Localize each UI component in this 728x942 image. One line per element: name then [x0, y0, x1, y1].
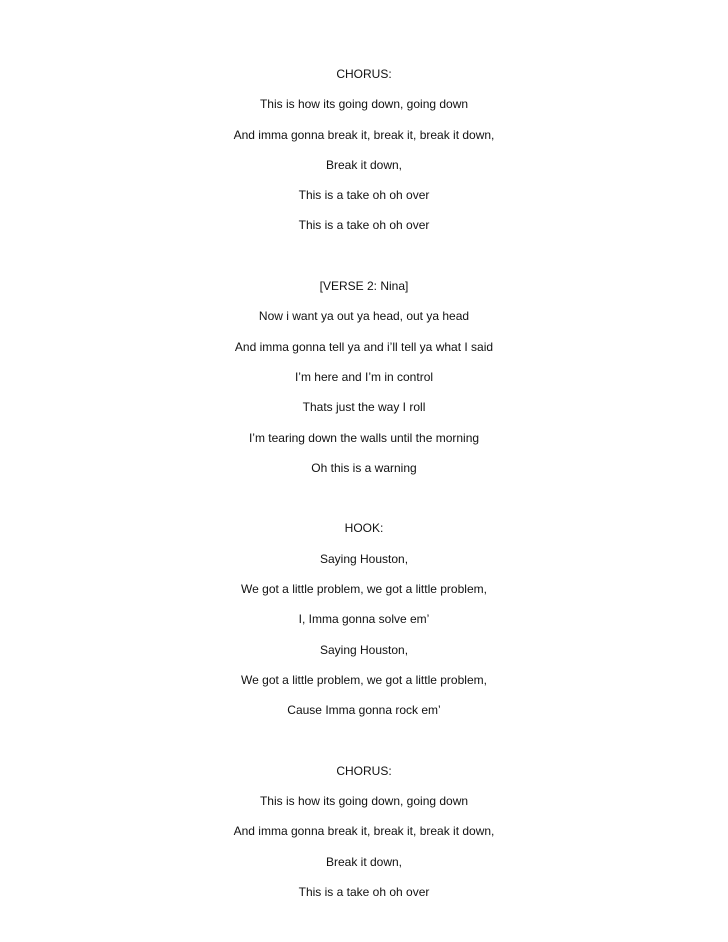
section-spacer — [232, 490, 496, 520]
chorus-section — [232, 66, 496, 233]
lyric-line: And imma gonna break it, break it, break it down, — [233, 127, 495, 142]
lyric-line: This is how its going down, going down — [259, 97, 469, 112]
lyric-line: Cause Imma gonna rock em’ — [287, 703, 441, 718]
section-spacer — [232, 733, 496, 763]
chorus-heading: CHORUS: — [336, 67, 392, 81]
lyric-line: I’m tearing down the walls until the morning — [248, 430, 480, 445]
verse-heading: [VERSE 2: Nina] — [319, 279, 409, 294]
lyric-line: Break it down, — [325, 854, 403, 869]
lyric-line: We got a little problem, we got a little problem, — [241, 672, 487, 687]
lyric-line: Oh this is a warning — [311, 460, 417, 475]
lyric-line: I’m here and I’m in control — [294, 369, 434, 384]
lyric-line: Thats just the way I roll — [302, 400, 426, 415]
lyric-line: Saying Houston, — [319, 642, 409, 657]
lyric-line: Break it down, — [325, 157, 403, 172]
chorus-section-repeat — [232, 763, 496, 900]
lyric-line: This is a take oh oh over — [298, 218, 430, 233]
lyric-line: And imma gonna break it, break it, break it down, — [233, 824, 495, 839]
lyrics-body — [232, 66, 496, 914]
chorus-heading: CHORUS: — [336, 763, 392, 778]
lyric-line: We got a little problem, we got a little problem, — [241, 582, 487, 597]
lyric-line: This is a take oh oh over — [298, 188, 430, 203]
hook-section — [232, 520, 496, 718]
lyric-line: This is a take oh oh over — [298, 885, 430, 900]
lyric-line: I, Imma gonna solve em’ — [298, 612, 430, 627]
lyric-line: And imma gonna tell ya and i’ll tell ya what I said — [234, 339, 494, 354]
verse-2-section — [232, 278, 496, 476]
hook-heading: HOOK: — [344, 521, 384, 536]
lyric-line: This is how its going down, going down — [259, 794, 469, 809]
lyric-line: Saying Houston, — [319, 551, 409, 566]
lyric-line: Now i want ya out ya head, out ya head — [258, 309, 470, 324]
section-spacer — [232, 248, 496, 278]
